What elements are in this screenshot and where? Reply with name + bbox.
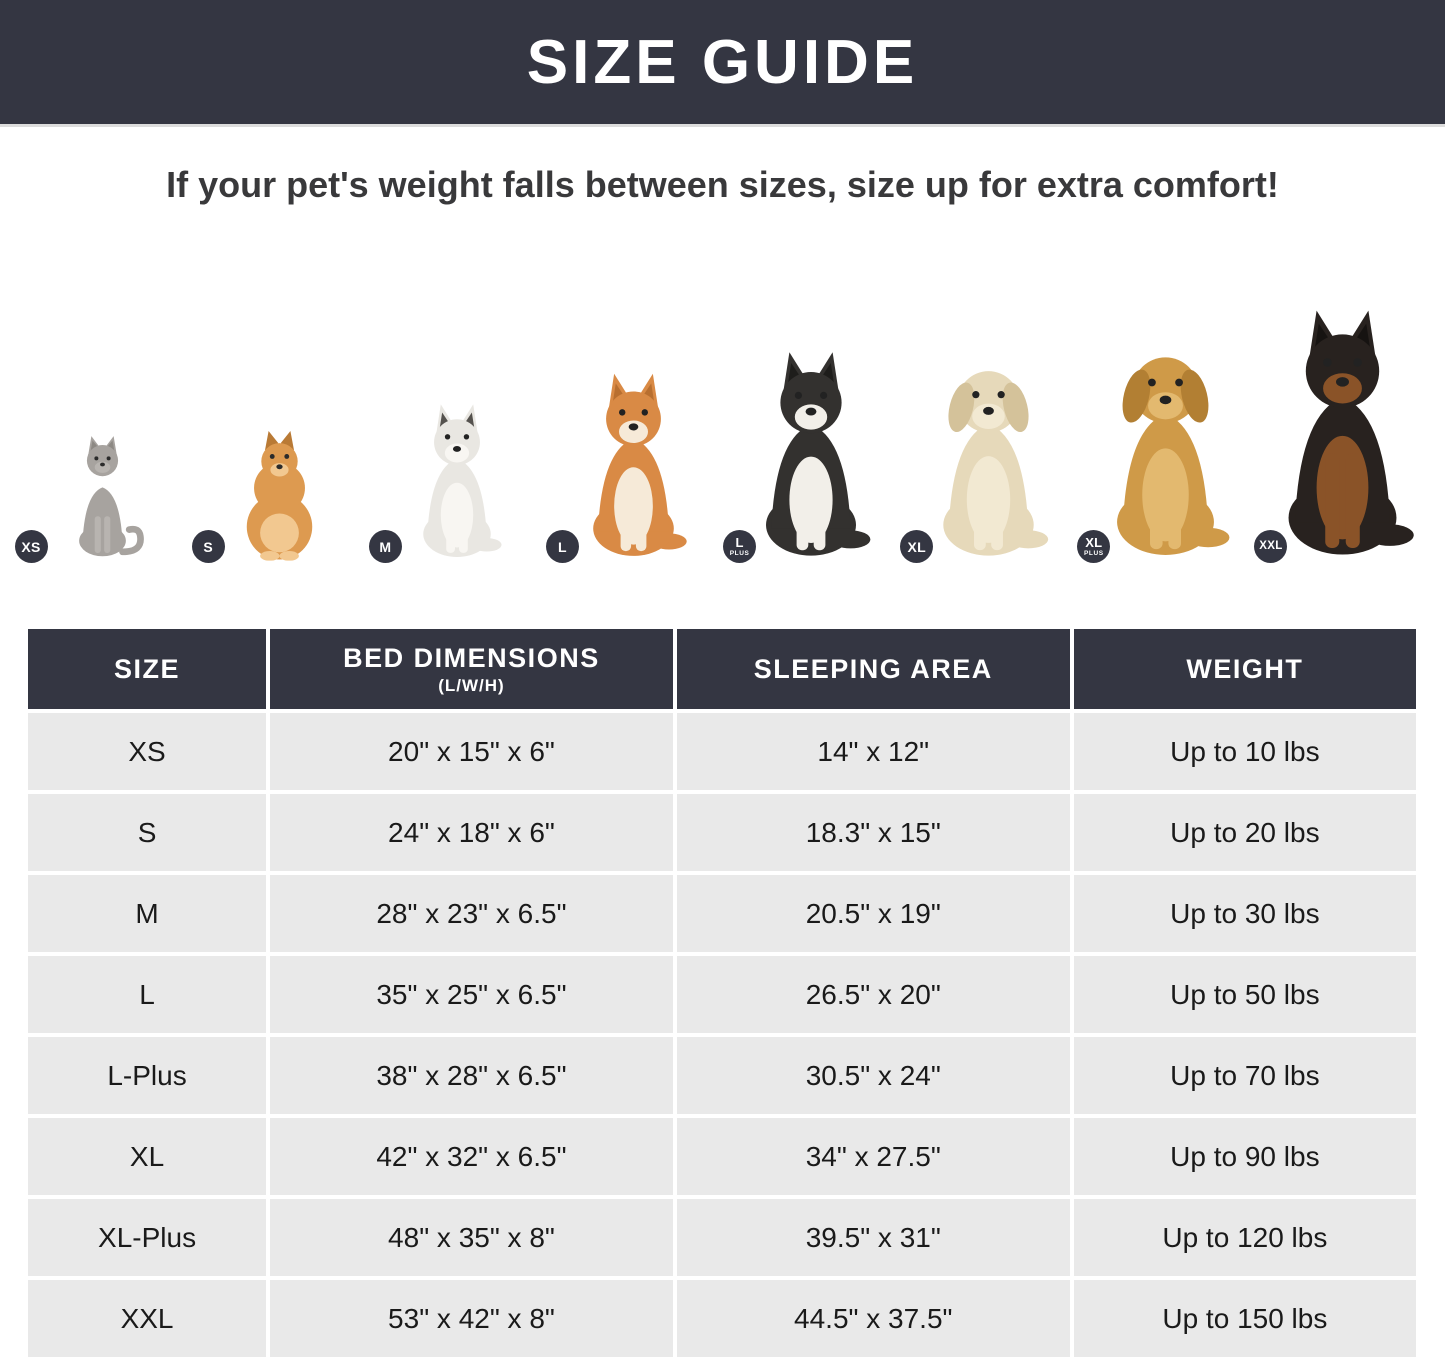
size-badge-label: XL xyxy=(1085,535,1103,550)
cell-bed-dimensions: 35" x 25" x 6.5" xyxy=(268,954,675,1035)
cell-sleeping-area: 39.5" x 31" xyxy=(675,1197,1072,1278)
table-row-xs xyxy=(28,711,1416,792)
cell-sleeping-area: 44.5" x 37.5" xyxy=(675,1278,1072,1357)
pet-item-xs xyxy=(14,427,191,561)
size-badge-label: S xyxy=(203,538,213,555)
cell-sleeping-area: 18.3" x 15" xyxy=(675,792,1072,873)
table-row-s xyxy=(28,792,1416,873)
cell-weight: Up to 50 lbs xyxy=(1072,954,1416,1035)
page-title: SIZE GUIDE xyxy=(526,27,919,97)
size-badge-label: XL xyxy=(907,538,926,555)
cell-weight: Up to 90 lbs xyxy=(1072,1116,1416,1197)
table-row-xl-plus xyxy=(28,1197,1416,1278)
pet-item-m xyxy=(368,399,545,561)
cell-sleeping-area: 30.5" x 24" xyxy=(675,1035,1072,1116)
size-badge-xs xyxy=(15,530,48,563)
golden-retriever-silhouette-icon xyxy=(1088,328,1243,561)
table-row-m xyxy=(28,873,1416,954)
column-header-weight xyxy=(1072,629,1416,711)
column-header-label: SLEEPING AREA xyxy=(753,653,993,684)
cell-bed-dimensions: 24" x 18" x 6" xyxy=(268,792,675,873)
column-header-label: SIZE xyxy=(114,653,181,684)
cell-sleeping-area: 34" x 27.5" xyxy=(675,1116,1072,1197)
column-header-size xyxy=(28,629,268,711)
column-header-sublabel: (L/W/H) xyxy=(438,675,505,695)
size-badge-label: L xyxy=(558,538,567,555)
size-badge-s xyxy=(192,530,225,563)
size-badge-label: XXL xyxy=(1259,539,1283,552)
pet-item-xl-plus xyxy=(1077,328,1254,561)
cell-weight: Up to 70 lbs xyxy=(1072,1035,1416,1116)
size-badge-sublabel: PLUS xyxy=(729,549,750,557)
table-row-l xyxy=(28,954,1416,1035)
border-collie-silhouette-icon xyxy=(739,345,883,561)
cell-bed-dimensions: 38" x 28" x 6.5" xyxy=(268,1035,675,1116)
column-header-label: BED DIMENSIONS xyxy=(343,642,600,673)
cell-size: S xyxy=(28,792,268,873)
cell-sleeping-area: 20.5" x 19" xyxy=(675,873,1072,954)
table-row-xxl xyxy=(28,1278,1416,1357)
doberman-silhouette-icon xyxy=(1256,302,1429,561)
shiba-inu-silhouette-icon xyxy=(569,367,698,561)
pet-item-xxl xyxy=(1254,302,1431,561)
size-badge-xxl xyxy=(1254,530,1287,563)
subtitle-text: If your pet's weight falls between sizes, size up for extra comfort! xyxy=(166,164,1279,205)
size-badge-label: M xyxy=(379,538,392,555)
cell-sleeping-area: 14" x 12" xyxy=(675,711,1072,792)
column-header-sleeping-area xyxy=(675,629,1072,711)
cell-sleeping-area: 26.5" x 20" xyxy=(675,954,1072,1035)
column-header-label: WEIGHT xyxy=(1186,653,1304,684)
pet-size-row xyxy=(14,209,1431,561)
cell-weight: Up to 10 lbs xyxy=(1072,711,1416,792)
size-badge-label: XS xyxy=(21,538,41,555)
column-header-bed-dimensions xyxy=(268,629,675,711)
french-bulldog-silhouette-icon xyxy=(403,399,511,561)
cell-bed-dimensions: 20" x 15" x 6" xyxy=(268,711,675,792)
cell-size: XS xyxy=(28,711,268,792)
size-badge-xl-plus xyxy=(1077,530,1110,563)
cell-bed-dimensions: 28" x 23" x 6.5" xyxy=(268,873,675,954)
cell-bed-dimensions: 42" x 32" x 6.5" xyxy=(268,1116,675,1197)
cell-bed-dimensions: 48" x 35" x 8" xyxy=(268,1197,675,1278)
cell-weight: Up to 20 lbs xyxy=(1072,792,1416,873)
pet-item-l-plus xyxy=(723,345,900,561)
size-badge-l-plus xyxy=(723,530,756,563)
size-table xyxy=(28,629,1416,1357)
size-badge-xl xyxy=(900,530,933,563)
cell-size: L-Plus xyxy=(28,1035,268,1116)
size-badge-m xyxy=(369,530,402,563)
size-badge-l xyxy=(546,530,579,563)
pet-item-s xyxy=(191,415,368,561)
size-badge-label: L xyxy=(735,535,744,550)
cell-size: XL-Plus xyxy=(28,1197,268,1278)
cat-silhouette-icon xyxy=(58,427,147,561)
cell-size: XL xyxy=(28,1116,268,1197)
labrador-silhouette-icon xyxy=(916,344,1061,561)
table-row-l-plus xyxy=(28,1035,1416,1116)
size-badge-sublabel: PLUS xyxy=(1083,549,1104,557)
table-row-xl xyxy=(28,1116,1416,1197)
cell-bed-dimensions: 53" x 42" x 8" xyxy=(268,1278,675,1357)
cell-weight: Up to 150 lbs xyxy=(1072,1278,1416,1357)
pet-item-xl xyxy=(900,344,1077,561)
pet-item-l xyxy=(545,367,722,561)
cell-weight: Up to 30 lbs xyxy=(1072,873,1416,954)
cell-weight: Up to 120 lbs xyxy=(1072,1197,1416,1278)
table-header-row xyxy=(28,629,1416,711)
cell-size: XXL xyxy=(28,1278,268,1357)
cell-size: M xyxy=(28,873,268,954)
header-bar xyxy=(0,0,1445,127)
cell-size: L xyxy=(28,954,268,1035)
pomeranian-silhouette-icon xyxy=(231,415,328,561)
